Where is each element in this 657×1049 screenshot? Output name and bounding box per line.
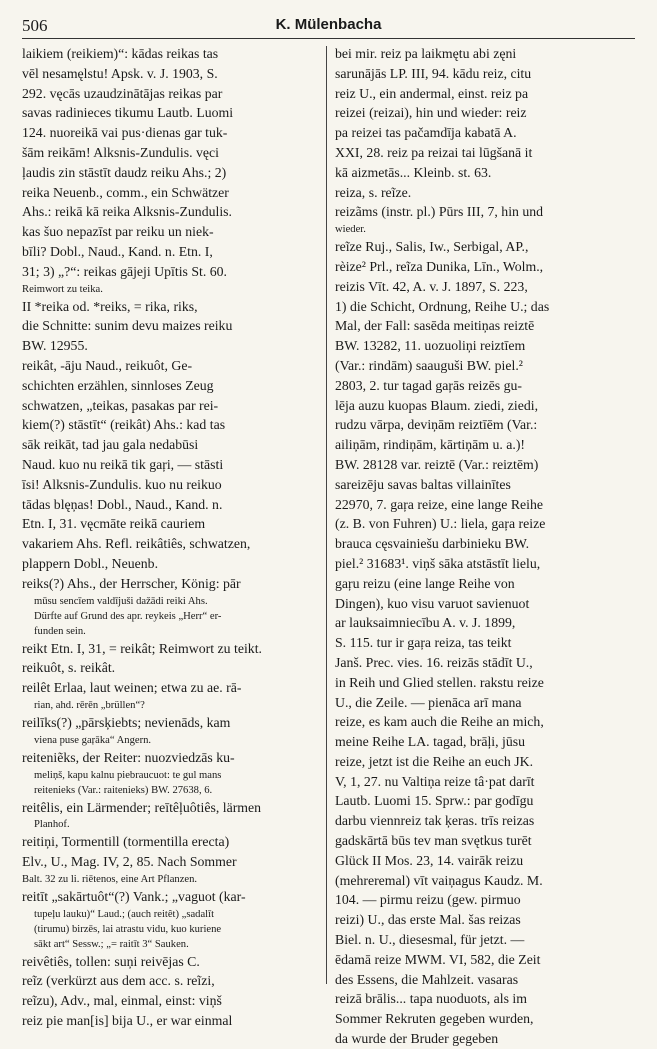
text-line: Lautb. Luomi 15. Sprw.: par godīgu	[335, 793, 534, 809]
text-line: kiem(?) stāstīt“ (reikât) Ahs.: kad tas	[22, 417, 226, 433]
text-line: die Schnitte: sunim devu maizes reiku	[22, 318, 233, 334]
text-line: XXI, 28. reiz pa reizai tai lūgšanā it	[335, 144, 533, 160]
text-line: 22970, 7. gaŗa reize, eine lange Reihe	[335, 496, 544, 512]
text-line: wieder.	[335, 224, 366, 236]
text-line: Sommer Rekruten gegeben wurden,	[335, 1011, 534, 1027]
text-line: BW. 12955.	[22, 338, 88, 354]
text-line: reika Neuenb., comm., ein Schwätzer	[22, 184, 229, 200]
running-head: K. Mülenbacha	[275, 16, 382, 33]
text-line: schwatzen, „teikas, pasakas par rei-	[22, 397, 219, 413]
text-line: plappern Dobl., Neuenb.	[22, 555, 159, 571]
text-line: Mal, der Fall: sasēda meitiņas reiztē	[335, 318, 535, 334]
text-line: šām reikām! Alksnis-Zundulis. vęci	[22, 144, 219, 160]
text-line: Balt. 32 zu li. riētenos, eine Art Pflanzen.	[22, 873, 198, 885]
text-line: V, 1, 27. nu Valtiņa reize tâ·pat darīt	[335, 773, 535, 789]
text-line: in Reih und Glied stellen. rakstu reize	[335, 674, 544, 690]
text-line: funden sein.	[34, 625, 86, 637]
text-line: reilêt Erlaa, laut weinen; etwa zu ae. rā-	[22, 680, 242, 696]
text-line: sareizēju savas baltas villainītes	[335, 476, 511, 492]
text-line: sākt art“ Sessw.; „= raitīt 3“ Sauken.	[34, 938, 189, 950]
text-line: reiz pie man[is] bija U., er war einmal	[22, 1013, 233, 1029]
text-line: sarunājās LP. III, 94. kādu reiz, citu	[335, 65, 532, 81]
text-line: Planhof.	[34, 819, 70, 831]
text-line: BW. 28128 var. reiztē (Var.: reiztēm)	[335, 456, 539, 472]
text-line: 2803, 2. tur tagad gaŗās reizēs gu-	[335, 377, 522, 393]
text-line: reiks(?) Ahs., der Herrscher, König: pār	[22, 575, 241, 591]
text-line: Glück II Mos. 23, 14. vairāk reizu	[335, 852, 524, 868]
text-line: meliņš, kapu kalnu piebraucuot: te gul mans	[34, 769, 222, 781]
text-line: gadskārtā būs tev man svętkus turēt	[335, 833, 532, 849]
text-line: viena puse gaŗāka“ Angern.	[34, 734, 152, 746]
text-line: reitêlis, ein Lärmender; reītêļuôtiês, lärmen	[22, 799, 262, 815]
text-line: rian, ahd. rērēn „brüllen“?	[34, 699, 145, 711]
text-line: lēja auzu kuopas Blaum. ziedi, ziedi,	[335, 397, 539, 413]
text-line: reiz U., ein andermal, einst. reiz pa	[335, 85, 529, 101]
text-line: reizãms (instr. pl.) Pūrs III, 7, hin und	[335, 204, 544, 220]
text-line: reikuôt, s. reikât.	[22, 660, 116, 676]
text-line: darbu viennreiz tak ķeras. trīs reizas	[335, 813, 535, 829]
text-line: U., die Zeile. — pienāca arī mana	[335, 694, 522, 710]
text-line: 31; 3) „?“: reikas gājeji Upītis St. 60.	[22, 263, 227, 279]
text-line: meine Reihe LA. tagad, brāļi, jūsu	[335, 734, 526, 750]
text-line: (Var.: rindām) saauguši BW. piel.²	[335, 357, 523, 373]
text-line: Naud. kuo nu reikā tik gaŗi, — stāsti	[22, 456, 224, 472]
text-line: reizā brālis... tapa nuoduots, als im	[335, 991, 527, 1007]
text-line: gaŗu reizu (eine lange Reihe von	[335, 575, 515, 591]
text-line: reikât, -āju Naud., reikuôt, Ge-	[22, 357, 193, 373]
text-line: schichten erzählen, sinnloses Zeug	[22, 377, 214, 393]
text-line: laikiem (reikiem)“: kādas reikas tas	[22, 46, 219, 61]
text-line: vakariem Ahs. Refl. reikâtiês, schwatzen,	[22, 536, 251, 552]
text-line: reize, jetzt ist die Reihe an euch JK.	[335, 753, 534, 769]
text-line: BW. 13282, 11. uozuoliņi reiztīem	[335, 338, 526, 354]
text-line: rèize² Prl., reĩza Dunika, Līn., Wolm.,	[335, 258, 544, 274]
text-line: II *reika od. *reiks, = rika, riks,	[22, 298, 198, 314]
text-line: (z. B. von Fuhren) U.: liela, gaŗa reize	[335, 516, 546, 532]
text-line: piel.² 31683¹. viņš sāka atstāstīt lielu,	[335, 555, 541, 571]
text-line: reilīks(?) „pārsķiebts; nevienāds, kam	[22, 714, 231, 730]
text-line: īsi! Alksnis-Zundulis. kuo nu reikuo	[22, 476, 222, 492]
text-line: rudzu vārpa, deviņām reiztīēm (Var.:	[335, 417, 538, 433]
text-line: 104. — pirmu reizu (gew. pirmuo	[335, 892, 521, 908]
text-line: ailiņām, rindiņām, kārtiņām u. a.)!	[335, 437, 526, 453]
text-line: pa reizei tas pačamdīja kabatā A.	[335, 125, 517, 141]
text-line: reiza, s. reĩze.	[335, 184, 412, 200]
text-line: reĩz (verkürzt aus dem acc. s. reĩzi,	[22, 973, 215, 989]
text-line: reitenieks (Var.: raitenieks) BW. 27638, 6.	[34, 784, 213, 796]
text-line: 124. nuoreikā vai pus·dienas gar tuk-	[22, 125, 228, 141]
text-line: tupeļu lauku)“ Laud.; (auch reitêt) „sadalīt	[34, 908, 215, 920]
column-divider	[326, 46, 327, 984]
text-line: reitiņi, Tormentill (tormentilla erecta)	[22, 834, 230, 850]
text-line: (mehreremal) vīt vaiņagus Kaudz. M.	[335, 872, 543, 888]
text-line: (tirumu) birzēs, lai atrastu vidu, kuo kuriene	[34, 923, 222, 935]
text-line: vēl nesamęlstu! Apsk. v. J. 1903, S.	[22, 65, 218, 81]
text-line: mūsu sencīem valdījuši dažādi reiki Ahs.	[34, 595, 208, 607]
text-line: Reimwort zu teika.	[22, 283, 103, 295]
right-column	[335, 44, 641, 1047]
text-columns	[22, 44, 639, 1047]
text-line: Etn. I, 31. vęcmāte reikā cauriem	[22, 516, 206, 532]
text-line: brauca cęsvainiešu darbinieku BW.	[335, 536, 530, 552]
text-line: da wurde der Bruder gegeben	[335, 1031, 499, 1047]
text-line: bei mir. reiz pa laikmętu abi zęni	[335, 46, 517, 61]
text-line: 1) die Schicht, Ordnung, Reihe U.; das	[335, 298, 550, 314]
text-line: ēdamā reize MWM. VI, 582, die Zeit	[335, 951, 541, 967]
text-line: Ahs.: reikā kā reika Alksnis-Zundulis.	[22, 204, 232, 220]
text-line: Elv., U., Mag. IV, 2, 85. Nach Sommer	[22, 854, 237, 870]
text-line: Dingen), kuo visu varuot savienuot	[335, 595, 530, 611]
text-line: reĩze Ruj., Salis, Iw., Serbigal, AP.,	[335, 239, 529, 255]
text-line: Biel. n. U., diesesmal, für jetzt. —	[335, 932, 525, 948]
text-line: reizi) U., das erste Mal. šas reizas	[335, 912, 521, 928]
text-line: reize, es kam auch die Reihe an mich,	[335, 714, 544, 730]
text-line: reizis Vīt. 42, A. v. J. 1897, S. 223,	[335, 278, 528, 294]
left-column	[22, 44, 320, 1029]
text-line: tādas blęņas! Dobl., Naud., Kand. n.	[22, 496, 223, 512]
page-header	[22, 14, 635, 39]
text-line: savas radinieces tikumu Lautb. Luomi	[22, 105, 234, 121]
text-line: reikt Etn. I, 31, = reikât; Reimwort zu teikt.	[22, 640, 262, 656]
text-line: reitīt „sakārtuôt“(?) Vank.; „vaguot (kar-	[22, 888, 246, 904]
text-line: ļaudis zin stāstīt daudz reiku Ahs.; 2)	[22, 164, 227, 180]
page-number: 506	[22, 16, 48, 35]
text-line: sāk reikāt, tad jau gala nedabūsi	[22, 437, 199, 453]
text-line: bīli? Dobl., Naud., Kand. n. Etn. I,	[22, 243, 213, 259]
text-line: Dürfte auf Grund des apr. reykeis „Herr“ er-	[34, 610, 222, 622]
text-line: des Essens, die Mahlzeit. vasaras	[335, 971, 519, 987]
text-line: kas šuo nepazīst par reiku un niek-	[22, 224, 214, 240]
text-line: reizei (reizai), hin und wieder: reiz	[335, 105, 527, 121]
text-line: reĩzu), Adv., mal, einmal, einst: viņš	[22, 993, 222, 1009]
text-line: reiteniẽks, der Reiter: nuozviedzās ku-	[22, 749, 235, 765]
text-line: reivêtiês, tollen: suņi reivējas C.	[22, 953, 200, 969]
text-line: kā aizmetās... Kleinb. st. 63.	[335, 164, 492, 180]
text-line: ar lauksaimniecību A. v. J. 1899,	[335, 615, 516, 631]
text-line: 292. vęcās uzaudzinātājas reikas par	[22, 85, 223, 101]
text-line: Janš. Prec. vies. 16. reizās stādīt U.,	[335, 654, 533, 670]
text-line: S. 115. tur ir gaŗa reiza, tas teikt	[335, 635, 512, 651]
